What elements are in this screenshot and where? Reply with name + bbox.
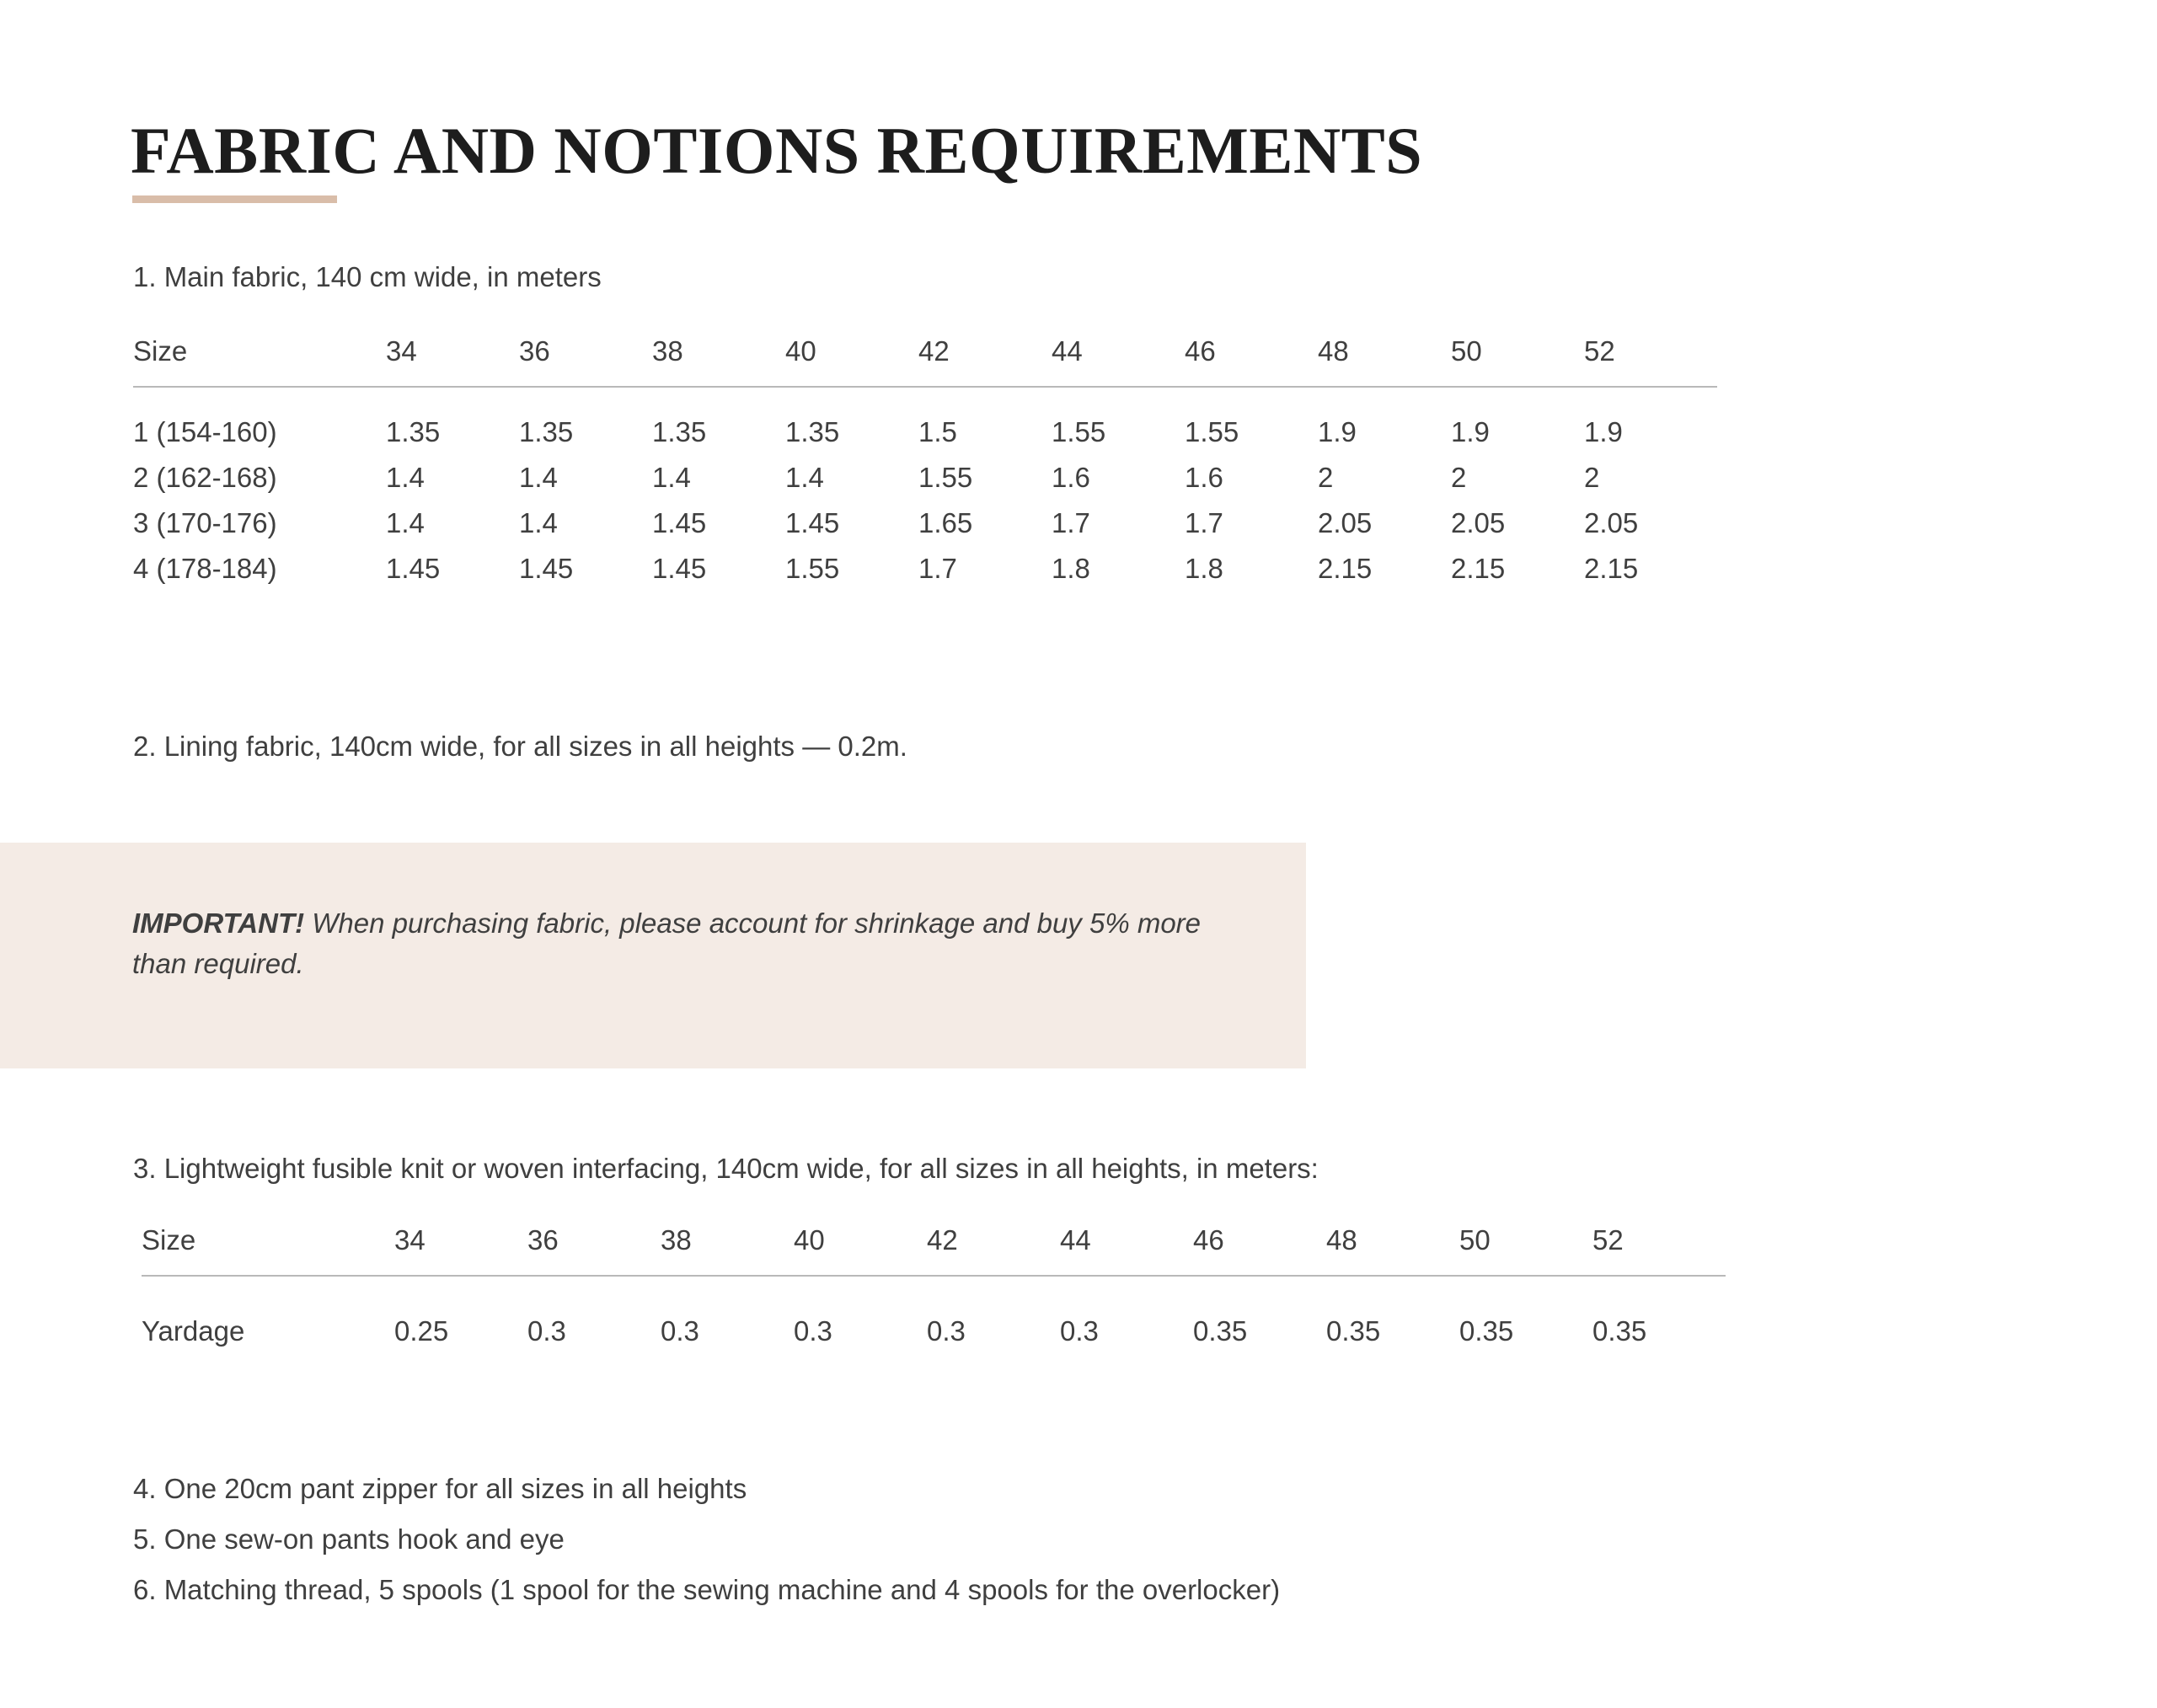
notion-item-hook-and-eye: 5. One sew-on pants hook and eye xyxy=(133,1523,565,1555)
column-header-50: 50 xyxy=(1459,1224,1491,1256)
notion-item-thread: 6. Matching thread, 5 spools (1 spool for the sewing machine and 4 spools for the overlocker) xyxy=(133,1574,1281,1605)
table-header-spacer xyxy=(133,387,1717,416)
column-header-52: 52 xyxy=(1592,1224,1624,1256)
cell-h2-40: 1.4 xyxy=(785,462,824,493)
cell-h4-38: 1.45 xyxy=(652,553,707,584)
column-header-44: 44 xyxy=(1060,1224,1091,1256)
page-title: FABRIC AND NOTIONS REQUIREMENTS xyxy=(131,114,1423,188)
main-fabric-table-head xyxy=(133,335,1717,416)
cell-h3-42: 1.65 xyxy=(918,507,973,538)
cell-h1-36: 1.35 xyxy=(519,416,574,447)
cell-h1-52: 1.9 xyxy=(1584,416,1623,447)
cell-h2-48: 2 xyxy=(1318,462,1334,493)
cell-yardage-34: 0.25 xyxy=(394,1315,449,1347)
cell-h4-34: 1.45 xyxy=(386,553,441,584)
column-header-42: 42 xyxy=(927,1224,958,1256)
row-label-height-1: 1 (154-160) xyxy=(133,416,277,447)
column-header-34: 34 xyxy=(386,335,417,367)
cell-h2-44: 1.6 xyxy=(1052,462,1090,493)
cell-h3-38: 1.45 xyxy=(652,507,707,538)
column-header-36: 36 xyxy=(519,335,550,367)
cell-h4-46: 1.8 xyxy=(1185,553,1223,584)
interfacing-table xyxy=(142,1224,1726,1347)
column-header-42: 42 xyxy=(918,335,950,367)
cell-h1-48: 1.9 xyxy=(1318,416,1357,447)
cell-h1-40: 1.35 xyxy=(785,416,840,447)
cell-h4-40: 1.55 xyxy=(785,553,840,584)
column-header-40: 40 xyxy=(785,335,816,367)
row-label-yardage: Yardage xyxy=(142,1315,245,1347)
table-header-spacer-cell xyxy=(142,1276,1726,1305)
cell-h4-48: 2.15 xyxy=(1318,553,1373,584)
column-header-36: 36 xyxy=(527,1224,559,1256)
title-underline-rule xyxy=(132,195,337,203)
column-header-38: 38 xyxy=(652,335,683,367)
cell-h3-36: 1.4 xyxy=(519,507,558,538)
cell-yardage-38: 0.3 xyxy=(661,1315,699,1347)
table-row xyxy=(142,1305,1726,1347)
cell-yardage-48: 0.35 xyxy=(1326,1315,1381,1347)
cell-h4-42: 1.7 xyxy=(918,553,957,584)
column-header-46: 46 xyxy=(1185,335,1216,367)
cell-h3-48: 2.05 xyxy=(1318,507,1373,538)
table-header-spacer xyxy=(142,1276,1726,1305)
cell-h1-42: 1.5 xyxy=(918,416,957,447)
cell-yardage-36: 0.3 xyxy=(527,1315,566,1347)
main-fabric-table-body xyxy=(133,416,1717,598)
cell-yardage-40: 0.3 xyxy=(794,1315,832,1347)
cell-h1-38: 1.35 xyxy=(652,416,707,447)
important-label: IMPORTANT! xyxy=(132,908,305,939)
cell-yardage-42: 0.3 xyxy=(927,1315,966,1347)
important-body: When purchasing fabric, please account for shrinkage and buy 5% more than required. xyxy=(132,908,1202,979)
table-header-row xyxy=(142,1224,1726,1275)
lining-fabric-note: 2. Lining fabric, 140cm wide, for all sizes in all heights — 0.2m. xyxy=(133,731,907,762)
cell-h3-44: 1.7 xyxy=(1052,507,1090,538)
interfacing-intro-text: 3. Lightweight fusible knit or woven interfacing, 140cm wide, for all sizes in all heights, in meters: xyxy=(133,1153,1319,1184)
interfacing-table-body xyxy=(142,1305,1726,1347)
cell-h3-50: 2.05 xyxy=(1451,507,1506,538)
main-fabric-intro-text: 1. Main fabric, 140 cm wide, in meters xyxy=(133,261,602,292)
column-header-34: 34 xyxy=(394,1224,426,1256)
column-header-50: 50 xyxy=(1451,335,1482,367)
table-row xyxy=(133,507,1717,553)
cell-h2-38: 1.4 xyxy=(652,462,691,493)
table-row xyxy=(133,553,1717,598)
main-fabric-table xyxy=(133,335,1717,598)
table-row xyxy=(133,462,1717,507)
cell-h3-46: 1.7 xyxy=(1185,507,1223,538)
cell-h1-50: 1.9 xyxy=(1451,416,1490,447)
column-header-size: Size xyxy=(142,1224,196,1256)
column-header-size: Size xyxy=(133,335,188,367)
table-row xyxy=(133,416,1717,462)
cell-yardage-44: 0.3 xyxy=(1060,1315,1099,1347)
cell-h3-40: 1.45 xyxy=(785,507,840,538)
cell-h1-44: 1.55 xyxy=(1052,416,1106,447)
column-header-52: 52 xyxy=(1584,335,1615,367)
row-label-height-4: 4 (178-184) xyxy=(133,553,277,584)
column-header-44: 44 xyxy=(1052,335,1083,367)
cell-h2-34: 1.4 xyxy=(386,462,425,493)
cell-yardage-52: 0.35 xyxy=(1592,1315,1647,1347)
interfacing-table-head xyxy=(142,1224,1726,1305)
table-header-spacer-cell xyxy=(133,387,1717,416)
cell-h2-42: 1.55 xyxy=(918,462,973,493)
notion-item-zipper: 4. One 20cm pant zipper for all sizes in all heights xyxy=(133,1473,747,1504)
cell-h4-44: 1.8 xyxy=(1052,553,1090,584)
cell-yardage-50: 0.35 xyxy=(1459,1315,1514,1347)
row-label-height-2: 2 (162-168) xyxy=(133,462,277,493)
important-callout-text xyxy=(132,903,1244,983)
cell-h2-36: 1.4 xyxy=(519,462,558,493)
cell-h1-46: 1.55 xyxy=(1185,416,1239,447)
cell-h1-34: 1.35 xyxy=(386,416,441,447)
cell-h2-46: 1.6 xyxy=(1185,462,1223,493)
cell-h3-52: 2.05 xyxy=(1584,507,1639,538)
cell-h2-52: 2 xyxy=(1584,462,1600,493)
cell-yardage-46: 0.35 xyxy=(1193,1315,1248,1347)
column-header-48: 48 xyxy=(1326,1224,1357,1256)
cell-h2-50: 2 xyxy=(1451,462,1467,493)
row-label-height-3: 3 (170-176) xyxy=(133,507,277,538)
cell-h4-50: 2.15 xyxy=(1451,553,1506,584)
cell-h3-34: 1.4 xyxy=(386,507,425,538)
cell-h4-36: 1.45 xyxy=(519,553,574,584)
column-header-40: 40 xyxy=(794,1224,825,1256)
column-header-46: 46 xyxy=(1193,1224,1224,1256)
cell-h4-52: 2.15 xyxy=(1584,553,1639,584)
column-header-38: 38 xyxy=(661,1224,692,1256)
column-header-48: 48 xyxy=(1318,335,1349,367)
table-header-row xyxy=(133,335,1717,386)
